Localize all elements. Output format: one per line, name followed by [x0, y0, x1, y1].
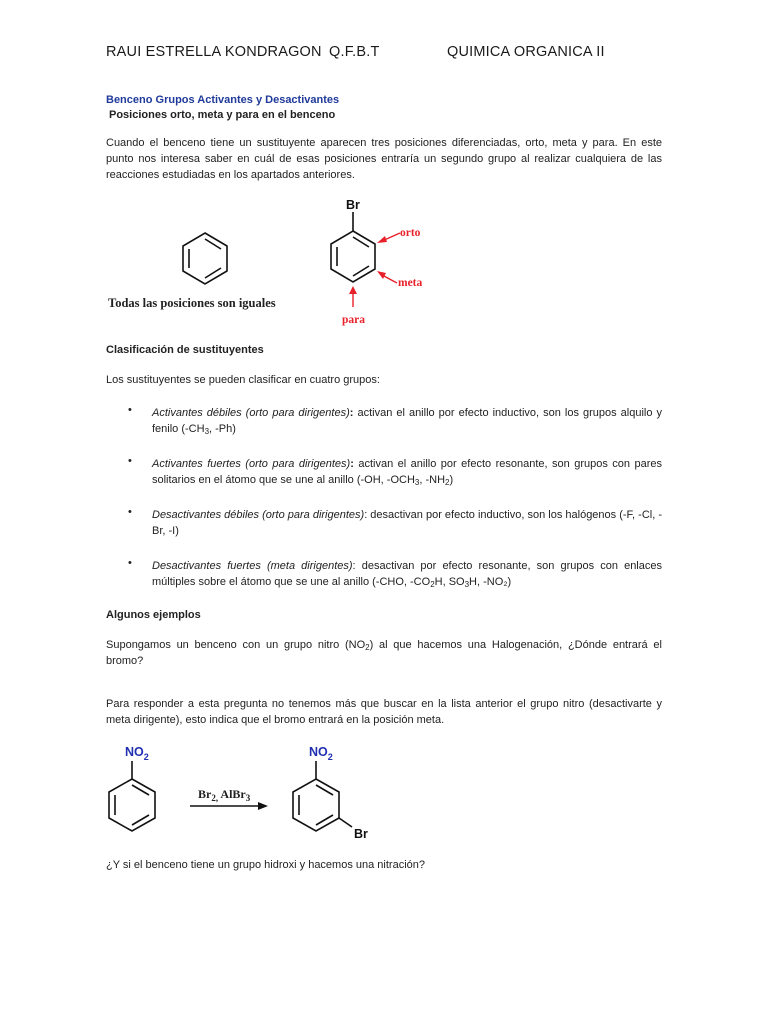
intro-paragraph: Cuando el benceno tiene un sustituyente aparecen tres posiciones diferenciadas, orto, meta y para. En este punto nos interesa saber en cuál de esas posiciones entraría un segundo grupo al realizar cualquiera de las reacciones estudiadas en los apartados anteriores.	[106, 137, 662, 181]
list-item-term: Desactivantes fuertes (meta dirigentes)	[152, 560, 353, 572]
list-item-term: Activantes débiles (orto para dirigentes)	[152, 407, 350, 419]
list-item-text: Activantes débiles (orto para dirigentes): activan el anillo por efecto inductivo, son los grupos alquilo y fenilo ($-CH_3$, -Ph)	[152, 407, 662, 436]
product-br-label: Br	[354, 827, 368, 841]
benzene-positions-figure	[100, 195, 440, 330]
reactant-nitro-label: $NO_2$	[125, 745, 149, 762]
reaction-arrow	[190, 802, 268, 810]
orto-label: orto	[400, 227, 421, 239]
bullet-icon: •	[128, 404, 132, 416]
header-author: RAUI ESTRELLA KONDRAGON	[106, 44, 322, 60]
list-item-text: Desactivantes fuertes (meta dirigentes): desactivan por efecto resonante, son grupos con enlaces múltiples sobre el átomo que se une al anillo (-CHO, $-CO_2H$, $SO_3H$, -NO₂)	[152, 560, 662, 589]
benzene-ring-plain	[183, 233, 227, 284]
list-item-text: Desactivantes débiles (orto para dirigentes): desactivan por efecto inductivo, son los halógenos (-F, -Cl, -Br, -I)	[152, 509, 662, 537]
nitrobenzene-ring	[109, 761, 155, 831]
meta-label: meta	[398, 277, 423, 289]
product-nitro-label: $NO_2$	[309, 745, 333, 762]
para-label: para	[342, 314, 365, 326]
reagent-label: $Br_{2,}$ AlBr$_3$	[198, 787, 251, 803]
substituent-br: Br	[346, 198, 360, 212]
bromination-reaction-figure	[100, 738, 390, 848]
bromobenzene-ring	[331, 212, 375, 282]
para-arrow	[349, 286, 357, 307]
examples-title: Algunos ejemplos	[106, 609, 201, 621]
bullet-icon: •	[128, 455, 132, 467]
example-answer: Para responder a esta pregunta no tenemos más que buscar en la lista anterior el grupo nitro (desactivarte y meta dirigente), esto indica que el bromo entrará en la posición meta.	[106, 698, 662, 726]
example-question: Supongamos un benceno con un grupo nitro $(NO_2)$ al que hacemos una Halogenación, ¿Dónde entrará el bromo?	[106, 639, 662, 667]
list-item-term: Desactivantes débiles (orto para dirigentes)	[152, 509, 365, 521]
classification-title: Clasificación de sustituyentes	[106, 344, 264, 356]
bromonitrobenzene-ring	[293, 761, 352, 831]
meta-arrow	[377, 271, 397, 283]
header-course: QUIMICA ORGANICA II	[447, 44, 605, 60]
section-subtitle: Posiciones orto, meta y para en el benceno	[109, 109, 336, 121]
list-item-term: Activantes fuertes (orto para dirigentes)	[152, 458, 351, 470]
list-item-text: Activantes fuertes (orto para dirigentes): activan el anillo por efecto resonante, son grupos con pares solitarios en el átomo que se une al anillo (-OH, $-OCH_3$, $-NH_2$)	[152, 458, 662, 487]
figure1-caption: Todas las posiciones son iguales	[108, 296, 276, 310]
orto-arrow	[377, 233, 400, 243]
classification-intro: Los sustituyentes se pueden clasificar en cuatro grupos:	[106, 374, 380, 386]
header-degree: Q.F.B.T	[329, 44, 380, 60]
bullet-icon: •	[128, 506, 132, 518]
section-title: Benceno Grupos Activantes y Desactivantes	[106, 94, 340, 106]
followup-question: ¿Y si el benceno tiene un grupo hidroxi y hacemos una nitración?	[106, 859, 425, 871]
bullet-icon: •	[128, 557, 132, 569]
